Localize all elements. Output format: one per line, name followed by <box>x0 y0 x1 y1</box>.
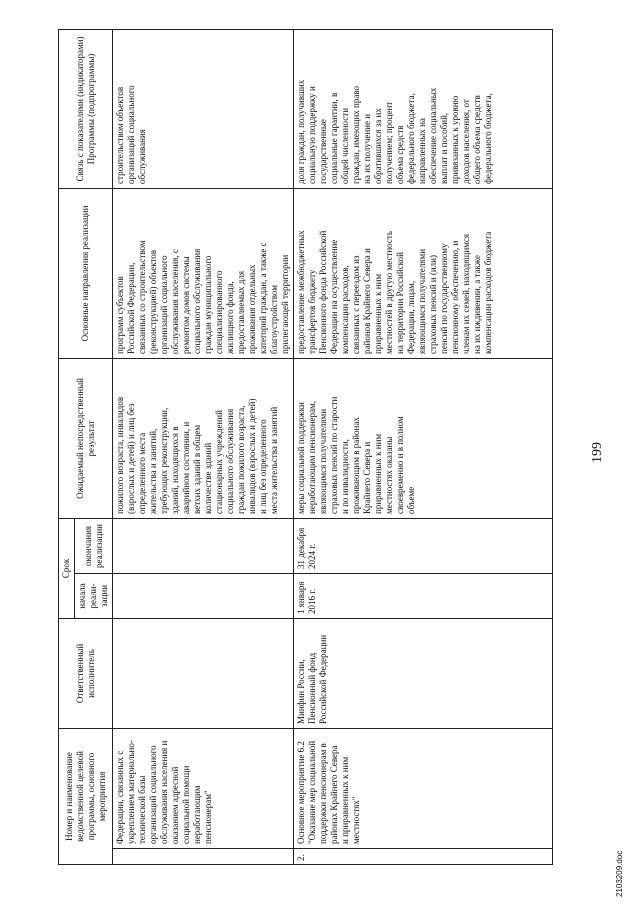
header-directions: Основные направления реализации <box>59 188 113 358</box>
row-number: 2. <box>294 849 553 865</box>
row-link: доля граждан, получивших социальную поддержку и государственные социальные гарантии, в общей численности граждан, имеющих право на их получение и обратившихся за их получением; процент объема средств федерального бюджета, направленных на обеспечение социальных выплат и пособий, привязанных к уровню доходов населения, от общего объема средств федерального бюджета, <box>294 29 553 188</box>
header-result: Ожидаемый непосредственный результат <box>59 358 113 518</box>
header-name: Номер и наименование ведомственной целевой программы, основного мероприятия <box>59 728 113 864</box>
program-table <box>58 29 553 865</box>
row-start: 1 января 2016 г. <box>294 573 553 618</box>
row-name: Федерации, связанных с укреплением материально- технической базы организаций социального обслуживания населения и оказанием адресной социальной помощи неработающим пенсионерам" <box>113 728 294 848</box>
page-number: 199 <box>590 442 605 463</box>
row-end: 31 декабря 2024 г. <box>294 518 553 573</box>
header-start: начала реали-зации <box>75 573 113 618</box>
table-row <box>294 29 553 864</box>
row-name: Основное мероприятие 6.2 "Оказание мер социальной поддержки пенсионерам в районах Крайнего Севера и приравненных к ним местностях" <box>294 728 553 848</box>
table-row <box>113 29 294 864</box>
row-result: меры социальной поддержки неработающим пенсионерам, являющимся получателями страховых пенсий по старости и по инвалидности, проживающим в районах Крайнего Севера и приравненных к ним местностях оказаны своевременно и в полном объеме <box>294 358 553 518</box>
document-id: 2103209.doc <box>615 850 624 897</box>
row-start <box>113 573 294 618</box>
header-end: окончания реализации <box>75 518 113 573</box>
row-result: пожилого возраста, инвалидов (взрослых и детей) и лиц без определенного места жительства и занятий, требующих реконструкции, зданий, находящихся в аварийном состоянии, и ветхих зданий в общем количестве зданий стационарных учреждений социального обслуживания граждан пожилого возраста, инвалидов (взрослых и детей) и лиц без определенного места жительства и занятий <box>113 358 294 518</box>
header-term: Срок <box>59 518 75 618</box>
row-link: строительством объектов организаций социального обслуживания <box>113 29 294 188</box>
row-number <box>113 849 294 865</box>
row-directions: программ субъектов Российской Федерации, связанных со строительством (реконструкцией) объектов организаций социального обслуживания населения, с ремонтом домов системы социального обслуживания граждан муниципального специализированного жилищного фонда, предоставляемых для проживания отдельных категорий граждан, а также с благоустройством прилегающей территории <box>113 188 294 358</box>
header-executor: Ответственный исполнитель <box>59 618 113 728</box>
row-executor <box>113 618 294 728</box>
row-executor: Минфин России, Пенсионный фонд Российской Федерации <box>294 618 553 728</box>
header-link: Связь с показателями (индикаторами) Программы (подпрограммы) <box>59 29 113 188</box>
row-directions: предоставление межбюджетных трансфертов бюджету Пенсионного фонда Российской Федерации на осуществление компенсации расходов, связанных с переездом из районов Крайнего Севера и приравненных к ним местностей в другую местность на территории Российской Федерации, лицам, являющимся получателями страховых пенсий и (или) пенсий по государственному пенсионному обеспечению, и членам их семей, находящимся на их иждивении, а также компенсации расходов бюджета <box>294 188 553 358</box>
row-end <box>113 518 294 573</box>
